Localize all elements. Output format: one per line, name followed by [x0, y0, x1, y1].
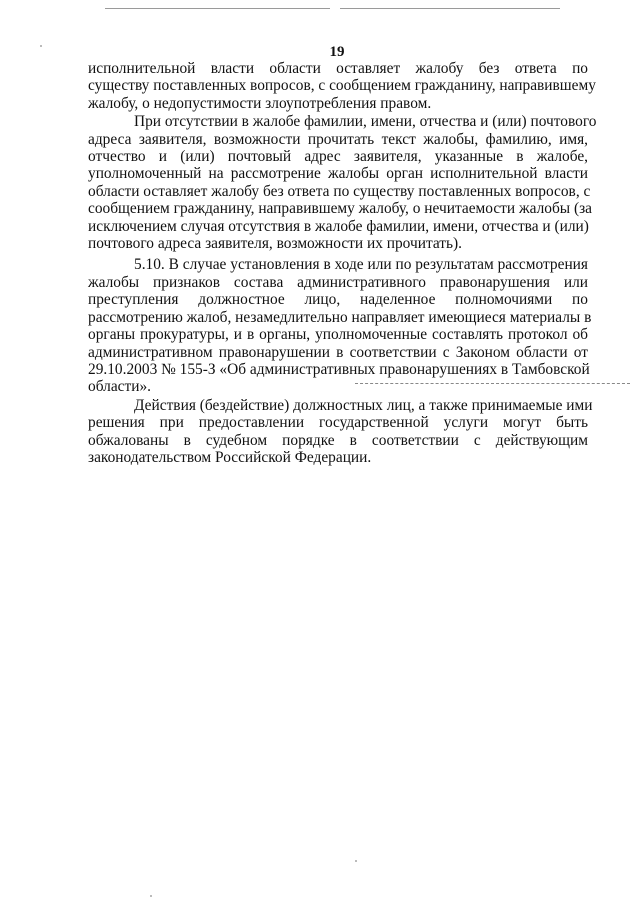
text-line: почтового адреса заявителя, возможности их прочитать).	[88, 235, 463, 253]
scan-artifact-line	[355, 383, 630, 384]
text-line: решения при предоставлении государственной услуги могут быть	[88, 414, 588, 432]
text-line: адреса заявителя, возможности прочитать текст жалобы, фамилию, имя,	[88, 130, 588, 148]
text-line: жалобу, о недопустимости злоупотребления правом.	[88, 94, 432, 112]
scan-speck	[150, 895, 152, 897]
paragraph	[88, 60, 596, 112]
text-line: уполномоченный на рассмотрение жалобы орган исполнительной власти	[88, 165, 588, 183]
paragraph	[88, 396, 593, 467]
text-line: законодательством Российской Федерации.	[88, 448, 372, 466]
text-line: жалобы признаков состава административного правонарушения или	[88, 273, 588, 291]
text-line: отчество и (или) почтовый адрес заявителя, указанные в жалобе,	[88, 148, 588, 166]
text-line: преступления должностное лицо, наделенное полномочиями по	[88, 291, 588, 309]
paragraph	[88, 256, 592, 396]
document-body	[88, 60, 597, 467]
text-line: административном правонарушении в соответствии с Законом области от	[88, 343, 588, 361]
scan-edge-line	[105, 8, 330, 9]
scan-edge-line	[340, 8, 560, 9]
text-line: области оставляет жалобу без ответа по существу поставленных вопросов, с	[88, 182, 591, 200]
text-line: При отсутствии в жалобе фамилии, имени, отчества и (или) почтового	[134, 113, 597, 131]
text-line: обжалованы в судебном порядке в соответствии с действующим	[88, 431, 588, 449]
scan-speck	[355, 860, 357, 862]
page-number: 19	[329, 44, 345, 60]
text-line: существу поставленных вопросов, с сообщением гражданину, направившему	[88, 77, 596, 95]
text-line: органы прокуратуры, и в органы, уполномоченные составлять протокол об	[88, 326, 588, 344]
text-line: рассмотрению жалоб, незамедлительно направляет имеющиеся материалы в	[88, 308, 592, 326]
text-line: Действия (бездействие) должностных лиц, а также принимаемые ими	[134, 396, 593, 414]
paragraph	[88, 113, 597, 253]
text-line: 29.10.2003 № 155-З «Об административных правонарушениях в Тамбовской	[88, 360, 590, 378]
scan-speck	[40, 45, 42, 47]
text-line: сообщением гражданину, направившему жалобу, о нечитаемости жалобы (за	[88, 200, 593, 218]
text-line: области».	[88, 378, 151, 396]
text-line: 5.10. В случае установления в ходе или по результатам рассмотрения	[134, 256, 588, 274]
text-line: исключением случая отсутствия в жалобе фамилии, имени, отчества и (или)	[88, 217, 589, 235]
text-line: исполнительной власти области оставляет жалобу без ответа по	[88, 60, 588, 77]
